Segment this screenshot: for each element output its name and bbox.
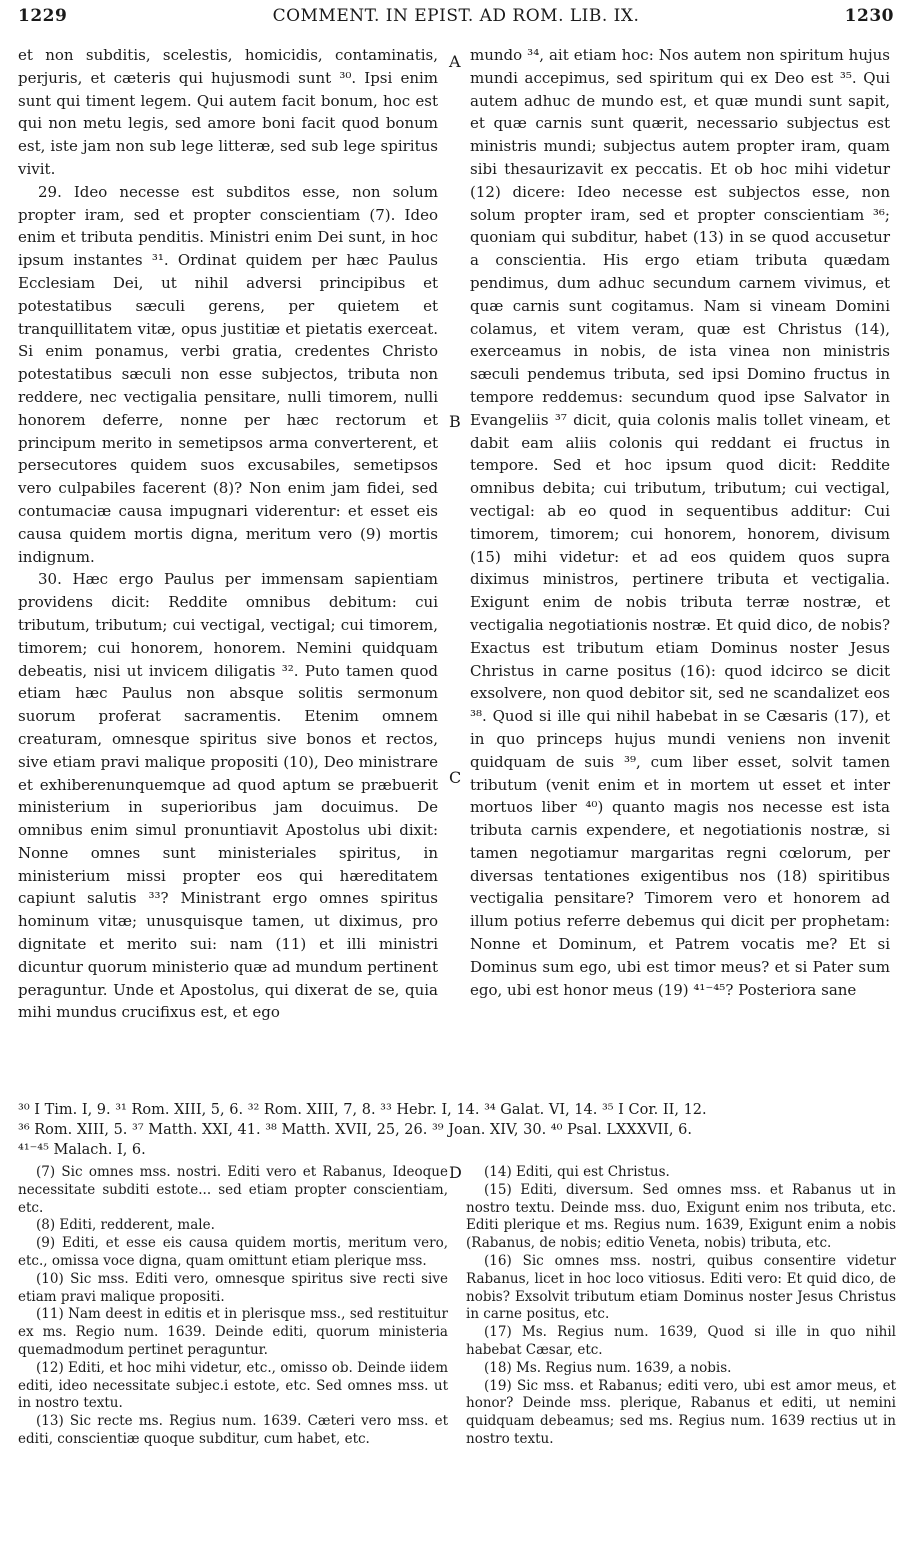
reference-line: ³⁰ I Tim. I, 9. ³¹ Rom. XIII, 5, 6. ³² Rom. XIII, 7, 8. ³³ Hebr. I, 14. ³⁴ Galat. VI, 14. ³⁵ I Cor. II, 12. xyxy=(18,1102,707,1118)
footnote: (16) Sic omnes mss. nostri, quibus consentire videtur Rabanus, licet in hoc loco vitiosus. Editi vero: Et quid dico, de nobis? Exsolvit tributum etiam Dominus noster Jesus Christus in carne positus, etc. xyxy=(466,1252,896,1323)
margin-marker-b: B xyxy=(449,412,461,431)
footnotes-left xyxy=(18,1164,448,1449)
footnote: (15) Editi, diversum. Sed omnes mss. et Rabanus ut in nostro textu. Deinde mss. duo, Exigunt enim nos tributa, etc. Editi plerique et ms. Regius num. 1639, Exigunt enim a nobis (Rabanus, de nobis; editio Veneta, nobis) tributa, etc. xyxy=(466,1181,896,1252)
footnote: (14) Editi, qui est Christus. xyxy=(484,1164,670,1180)
footnotes-right xyxy=(466,1164,896,1449)
left-column xyxy=(18,44,438,1024)
paragraph: 29. Ideo necesse est subditos esse, non solum propter iram, sed et propter conscientiam (7). Ideo enim et tributa penditis. Ministri enim Dei sunt, in hoc ipsum instantes ³¹. Ordinat quidem per hæc Paulus Ecclesiam Dei, ut nihil adversi principibus et potestatibus sæculi gerens, per quietem et tranquillitatem vitæ, opus justitiæ et pietatis exerceat. Si enim ponamus, verbi gratia, credentes Christo potestatibus sæculi non esse subjectos, tributa non reddere, nec vectigalia pensitare, nulli timorem, nulli honorem deferre, nonne per hæc rectorum et principum merito in semetipsos arma converterent, et persecutores quidem suos excusabiles, semetipsos vero culpabiles facerent (8)? Non enim jam fidei, sed contumaciæ causa impugnari viderentur: et esset eis causa quidem mortis digna, meritum vero (9) mortis indignum. xyxy=(18,182,438,566)
footnote: (12) Editi, et hoc mihi videtur, etc., omisso ob. Deinde iidem editi, ideo necessitate subjec.i estote, etc. Sed omnes mss. ut in nostro textu. xyxy=(18,1359,448,1412)
paragraph: 30. Hæc ergo Paulus per immensam sapientiam providens dicit: Reddite omnibus debitum: cui tributum, tributum; cui vectigal, vectigal; cui timorem, timorem; cui honorem, honorem. Nemini quidquam debeatis, nisi ut invicem diligatis ³². Puto tamen quod etiam hæc Paulus non absque solitis sermonum suorum proferat sacramentis. Etenim omnem creaturam, omnesque spiritus sive bonos et rectos, sive etiam pravi malique propositi (10), Deo ministrare et exhiberenunquemque ad quod aptum se præbuerit ministerium in superioribus jam docuimus. De omnibus enim simul pronuntiavit Apostolus ubi dixit: Nonne omnes sunt ministeriales spiritus, in ministerium missi propter eos qui hæreditatem capiunt salutis ³³? Ministrant ergo omnes spiritus hominum vitæ; unusquisque tamen, ut diximus, pro dignitate et merito sui: nam (11) et illi ministri dicuntur quorum ministerio quæ ad mundum pertinent peraguntur. Unde et Apostolus, qui dixerat de se, quia mihi mundus crucifixus est, et ego xyxy=(18,570,438,1022)
footnote: (19) Sic mss. et Rabanus; editi vero, ubi est amor meus, et honor? Deinde mss. plerique, Rabanus et editi, ut nemini quidquam debeamus; sed ms. Regius num. 1639 rectius ut in nostro textu. xyxy=(466,1377,896,1447)
paragraph: mundo ³⁴, ait etiam hoc: Nos autem non spiritum hujus mundi accepimus, sed spiritum qui ex Deo est ³⁵. Qui autem adhuc de mundo est, et quæ mundi sunt sapit, et quæ carnis sunt quærit, necessario subjectus est ministris mundi; subjectus autem propter iram, quam sibi thesaurizavit ex peccatis. Et ob hoc mihi videtur (12) dicere: Ideo necesse est subjectos esse, non solum propter iram, sed et propter conscientiam ³⁶; quoniam qui subditur, habet (13) in se quod accusetur a conscientia. His ergo etiam tributa quædam pendimus, dum adhuc secundum carnem vivimus, et quæ carnis sunt cogitamus. Nam si vineam Domini colamus, et vitem veram, quæ est Christus (14), exerceamus in nobis, de ista vinea non ministris sæculi pendemus tributa, sed ipsi Domino fructus in tempore reddemus: secundum quod ipse Salvator in Evangeliis ³⁷ dicit, quia colonis malis tollet vineam, et dabit eam aliis colonis qui reddant ei fructus in tempore. Sed et hoc ipsum quod dicit: Reddite omnibus debita; cui tributum, tributum; cui vectigal, vectigal: ab eo quod in sequentibus additur: Cui timorem, timorem; cui honorem, honorem, divisum (15) mihi videtur: et ad eos quidem quos supra diximus ministros, pertinere tributa et vectigalia. Exigunt enim de nobis tributa terræ nostræ, et vectigalia negotiationis nostræ. Et quid dico, de nobis? Exactus est tributum etiam Dominus noster Jesus Christus in carne positus (16): quod idcirco se dicit exsolvere, non quod debitor sit, sed ne scandalizet eos ³⁸. Quod si ille qui nihil habebat in se Cæsaris (17), et in quo princeps hujus mundi veniens non invenit quidquam de suis ³⁹, cum liber esset, solvit tamen tributum (venit enim et in mortem ut esset et inter mortuos liber ⁴⁰) quanto magis nos necesse est ista tributa carnis expendere, et negotiationis nostræ, si tamen negotiamur margaritas regni cœlorum, per diversas tentationes exigentibus nos (18) spiritibus vectigalia pensitare? Timorem vero et honorem ad illum potius referre debemus qui dicit per prophetam: Nonne et Dominum, et Patrem vocatis me? Et si Dominus sum ego, ubi est timor meus? et si Pater sum ego, ubi est honor meus (19) ⁴¹⁻⁴⁵? Posteriora sane xyxy=(470,46,890,999)
footnote: (18) Ms. Regius num. 1639, a nobis. xyxy=(484,1359,732,1376)
margin-marker-a: A xyxy=(449,52,461,71)
paragraph: et non subditis, scelestis, homicidis, contaminatis, perjuris, et cæteris qui hujusmodi sunt ³⁰. Ipsi enim sunt qui timent legem. Qui autem facit bonum, hoc est qui non metu legis, sed amore boni facit quod bonum est, iste jam non sub lege litteræ, sed sub lege spiritus vivit. xyxy=(18,46,438,178)
footnote: (11) Nam deest in editis et in plerisque mss., sed restituitur ex ms. Regio num. 1639. Deinde editi, quorum ministeria quemadmodum pertinet peraguntur. xyxy=(18,1306,448,1358)
page-header xyxy=(18,6,894,34)
reference-line: ³⁶ Rom. XIII, 5. ³⁷ Matth. XXI, 41. ³⁸ Matth. XVII, 25, 26. ³⁹ Joan. XIV, 30. ⁴⁰ Psal. LXXXVII, 6. xyxy=(18,1122,692,1138)
footnote: (9) Editi, et esse eis causa quidem mortis, meritum vero, etc., omissa voce digna, quam omittunt etiam plerique mss. xyxy=(18,1235,448,1269)
footnote: (10) Sic mss. Editi vero, omnesque spiritus sive recti sive etiam pravi malique propositi. xyxy=(18,1270,448,1305)
scripture-references xyxy=(18,1100,894,1160)
right-column xyxy=(470,44,890,1001)
footnote: (7) Sic omnes mss. nostri. Editi vero et Rabanus, Ideoque necessitate subditi estote... sed etiam propter conscientiam, etc. xyxy=(18,1164,448,1216)
page-number-left: 1229 xyxy=(18,6,68,26)
footnote: (8) Editi, redderent, male. xyxy=(36,1217,215,1234)
margin-marker-c: C xyxy=(449,768,462,787)
footnote: (17) Ms. Regius num. 1639, Quod si ille in quo nihil habebat Cæsar, etc. xyxy=(466,1324,896,1358)
page-number-right: 1230 xyxy=(844,6,894,26)
footnote: (13) Sic recte ms. Regius num. 1639. Cæteri vero mss. et editi, conscientiæ quoque subditur, cum habet, etc. xyxy=(18,1413,448,1447)
reference-line: ⁴¹⁻⁴⁵ Malach. I, 6. xyxy=(18,1142,146,1158)
margin-marker-d: D xyxy=(449,1163,462,1182)
running-title: COMMENT. IN EPIST. AD ROM. LIB. IX. xyxy=(272,6,640,26)
